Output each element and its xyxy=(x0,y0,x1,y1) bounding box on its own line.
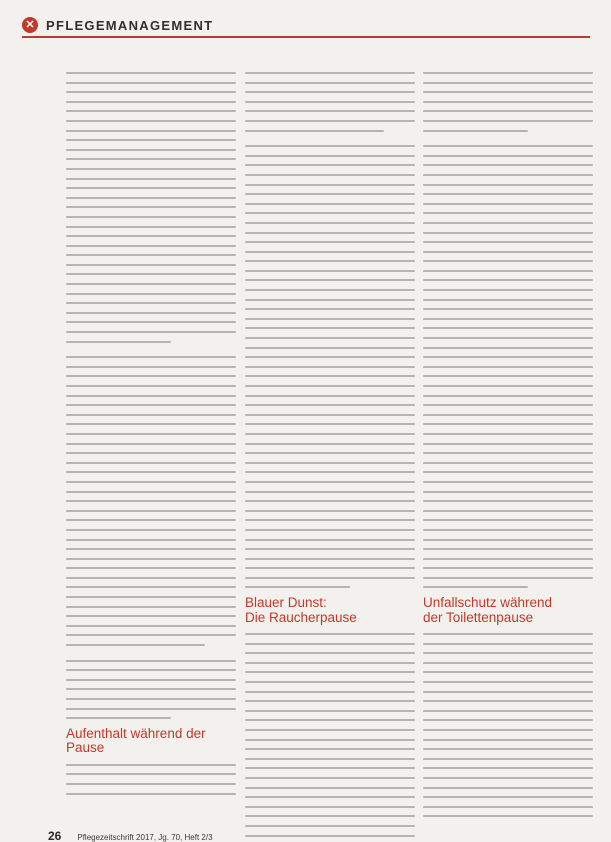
text-line xyxy=(66,187,236,189)
text-line xyxy=(423,404,593,406)
text-line xyxy=(66,717,171,719)
text-line xyxy=(423,251,593,253)
section-heading-line: Die Raucherpause xyxy=(245,609,357,625)
text-line xyxy=(66,423,236,425)
text-line xyxy=(423,643,593,645)
text-line xyxy=(245,443,415,445)
text-line xyxy=(66,168,236,170)
text-line xyxy=(245,452,415,454)
text-line xyxy=(245,120,415,122)
text-line xyxy=(66,178,236,180)
text-line xyxy=(423,748,593,750)
text-line xyxy=(245,82,415,84)
text-line xyxy=(245,91,415,93)
text-line xyxy=(423,443,593,445)
text-line xyxy=(66,72,236,74)
text-block xyxy=(245,72,415,588)
text-line xyxy=(423,471,593,473)
text-line xyxy=(245,500,415,502)
text-line xyxy=(423,671,593,673)
text-line xyxy=(66,669,236,671)
text-line xyxy=(245,184,415,186)
text-line xyxy=(66,529,236,531)
text-line xyxy=(66,567,236,569)
text-line xyxy=(66,356,236,358)
text-line xyxy=(423,356,593,358)
text-line xyxy=(423,337,593,339)
text-line xyxy=(66,577,236,579)
text-line xyxy=(245,385,415,387)
text-line xyxy=(66,539,236,541)
text-line xyxy=(66,764,236,766)
text-line xyxy=(66,773,236,775)
text-line xyxy=(245,232,415,234)
text-line xyxy=(423,719,593,721)
text-line xyxy=(423,481,593,483)
text-line xyxy=(245,700,415,702)
text-line xyxy=(423,222,593,224)
text-line xyxy=(423,691,593,693)
page-footer xyxy=(48,829,588,842)
text-line xyxy=(423,260,593,262)
text-line xyxy=(245,110,415,112)
text-line xyxy=(245,155,415,157)
text-line xyxy=(66,206,236,208)
text-line xyxy=(245,739,415,741)
text-line xyxy=(245,567,415,569)
text-line xyxy=(245,558,415,560)
text-line xyxy=(423,519,593,521)
text-line xyxy=(423,787,593,789)
text-line xyxy=(66,312,236,314)
page-number: 26 xyxy=(48,829,62,842)
text-line xyxy=(245,586,350,588)
text-line xyxy=(423,548,593,550)
text-line xyxy=(423,729,593,731)
text-line xyxy=(423,491,593,493)
text-line xyxy=(423,577,593,579)
text-line xyxy=(423,710,593,712)
text-line xyxy=(245,299,415,301)
text-line xyxy=(245,519,415,521)
text-line xyxy=(245,548,415,550)
text-line xyxy=(245,222,415,224)
text-column-1 xyxy=(66,72,236,802)
section-heading xyxy=(66,727,236,756)
text-line xyxy=(423,567,593,569)
text-line xyxy=(245,193,415,195)
section-header xyxy=(22,14,590,38)
text-line xyxy=(245,491,415,493)
text-line xyxy=(423,232,593,234)
text-line xyxy=(423,767,593,769)
text-line xyxy=(423,806,593,808)
text-line xyxy=(245,710,415,712)
text-line xyxy=(66,385,236,387)
text-line xyxy=(423,120,593,122)
text-line xyxy=(66,158,236,160)
text-line xyxy=(66,688,236,690)
text-line xyxy=(245,270,415,272)
text-line xyxy=(245,671,415,673)
text-line xyxy=(66,110,236,112)
text-line xyxy=(423,308,593,310)
text-line xyxy=(245,414,415,416)
text-line xyxy=(66,698,236,700)
text-line xyxy=(245,681,415,683)
text-line xyxy=(66,443,236,445)
text-line xyxy=(245,241,415,243)
text-line xyxy=(423,101,593,103)
text-line xyxy=(423,385,593,387)
text-line xyxy=(66,375,236,377)
text-line xyxy=(423,174,593,176)
text-line xyxy=(423,82,593,84)
text-line xyxy=(423,279,593,281)
text-line xyxy=(245,251,415,253)
text-line xyxy=(66,245,236,247)
text-line xyxy=(66,793,236,795)
text-line xyxy=(66,331,236,333)
text-line xyxy=(423,700,593,702)
text-line xyxy=(245,481,415,483)
text-line xyxy=(245,748,415,750)
text-line xyxy=(245,767,415,769)
text-line xyxy=(423,145,593,147)
text-line xyxy=(245,145,415,147)
text-line xyxy=(423,184,593,186)
section-logo-icon: ✕ xyxy=(22,17,38,33)
text-line xyxy=(245,643,415,645)
text-line xyxy=(66,139,236,141)
text-line xyxy=(245,758,415,760)
text-line xyxy=(66,226,236,228)
text-line xyxy=(245,777,415,779)
text-line xyxy=(66,293,236,295)
text-line xyxy=(66,283,236,285)
text-line xyxy=(66,548,236,550)
text-line xyxy=(423,203,593,205)
text-block xyxy=(66,72,236,719)
text-line xyxy=(245,796,415,798)
text-line xyxy=(66,404,236,406)
text-line xyxy=(423,433,593,435)
text-line xyxy=(66,414,236,416)
section-heading-line: Unfallschutz während xyxy=(423,595,553,611)
text-line xyxy=(423,212,593,214)
text-line xyxy=(245,174,415,176)
text-line xyxy=(66,341,171,343)
text-line xyxy=(66,273,236,275)
text-line xyxy=(66,235,236,237)
text-line xyxy=(245,327,415,329)
text-line xyxy=(66,660,236,662)
text-line xyxy=(245,130,384,132)
text-line xyxy=(423,633,593,635)
text-line xyxy=(66,216,236,218)
section-heading-line: Aufenthalt während der xyxy=(66,725,206,741)
text-line xyxy=(66,558,236,560)
text-line xyxy=(423,586,528,588)
text-line xyxy=(245,347,415,349)
text-line xyxy=(245,539,415,541)
text-line xyxy=(245,289,415,291)
text-line xyxy=(66,634,236,636)
section-heading xyxy=(423,596,593,625)
text-line xyxy=(423,327,593,329)
text-line xyxy=(423,347,593,349)
text-line xyxy=(245,633,415,635)
text-line xyxy=(245,433,415,435)
text-line xyxy=(423,155,593,157)
text-line xyxy=(423,452,593,454)
text-line xyxy=(66,452,236,454)
text-line xyxy=(66,783,236,785)
text-line xyxy=(245,318,415,320)
text-line xyxy=(245,212,415,214)
text-line xyxy=(66,519,236,521)
text-line xyxy=(66,120,236,122)
text-line xyxy=(245,203,415,205)
text-line xyxy=(245,366,415,368)
text-line xyxy=(245,652,415,654)
text-line xyxy=(66,606,236,608)
text-line xyxy=(245,787,415,789)
text-line xyxy=(66,586,236,588)
text-line xyxy=(245,462,415,464)
text-line xyxy=(66,197,236,199)
text-line xyxy=(245,729,415,731)
text-line xyxy=(66,82,236,84)
text-line xyxy=(245,356,415,358)
text-line xyxy=(245,529,415,531)
text-line xyxy=(66,644,205,646)
text-line xyxy=(66,708,236,710)
text-line xyxy=(66,679,236,681)
text-column-3 xyxy=(423,72,593,825)
text-line xyxy=(423,510,593,512)
section-heading-line: der Toilettenpause xyxy=(423,609,534,625)
text-line xyxy=(423,500,593,502)
text-line xyxy=(66,254,236,256)
text-block xyxy=(423,72,593,588)
text-line xyxy=(245,471,415,473)
text-line xyxy=(245,308,415,310)
text-line xyxy=(423,815,593,817)
text-line xyxy=(245,337,415,339)
text-line xyxy=(245,510,415,512)
text-line xyxy=(423,558,593,560)
text-line xyxy=(245,375,415,377)
text-line xyxy=(423,110,593,112)
text-line xyxy=(423,375,593,377)
text-line xyxy=(66,264,236,266)
text-line xyxy=(423,366,593,368)
text-line xyxy=(245,404,415,406)
text-line xyxy=(245,279,415,281)
text-line xyxy=(423,130,528,132)
text-line xyxy=(66,366,236,368)
section-heading-line: Blauer Dunst: xyxy=(245,595,327,611)
text-line xyxy=(66,462,236,464)
text-line xyxy=(423,318,593,320)
text-line xyxy=(423,91,593,93)
text-line xyxy=(245,806,415,808)
text-line xyxy=(66,91,236,93)
text-line xyxy=(423,289,593,291)
text-block xyxy=(66,764,236,795)
text-line xyxy=(423,539,593,541)
text-line xyxy=(66,101,236,103)
text-line xyxy=(423,777,593,779)
text-line xyxy=(245,662,415,664)
text-block xyxy=(245,633,415,842)
text-line xyxy=(423,462,593,464)
text-line xyxy=(423,414,593,416)
text-line xyxy=(66,395,236,397)
text-line xyxy=(66,491,236,493)
text-line xyxy=(245,719,415,721)
text-line xyxy=(66,625,236,627)
text-line xyxy=(245,72,415,74)
section-heading xyxy=(245,596,415,625)
text-line xyxy=(66,596,236,598)
text-line xyxy=(66,149,236,151)
text-line xyxy=(66,500,236,502)
text-line xyxy=(423,739,593,741)
text-line xyxy=(66,321,236,323)
text-line xyxy=(66,481,236,483)
text-line xyxy=(423,529,593,531)
text-line xyxy=(423,270,593,272)
text-line xyxy=(423,662,593,664)
text-line xyxy=(423,193,593,195)
text-line xyxy=(245,825,415,827)
text-line xyxy=(66,471,236,473)
text-line xyxy=(423,423,593,425)
text-column-2 xyxy=(245,72,415,842)
text-line xyxy=(423,72,593,74)
text-line xyxy=(245,423,415,425)
text-line xyxy=(66,433,236,435)
text-line xyxy=(423,796,593,798)
text-line xyxy=(423,681,593,683)
section-heading-line: Pause xyxy=(66,740,105,756)
text-line xyxy=(245,395,415,397)
text-line xyxy=(245,691,415,693)
text-line xyxy=(423,758,593,760)
text-line xyxy=(423,299,593,301)
text-line xyxy=(66,302,236,304)
section-title: PFLEGEMANAGEMENT xyxy=(46,17,214,33)
text-line xyxy=(245,260,415,262)
text-line xyxy=(423,241,593,243)
text-line xyxy=(66,510,236,512)
text-line xyxy=(423,652,593,654)
text-line xyxy=(245,815,415,817)
text-line xyxy=(66,130,236,132)
text-line xyxy=(423,164,593,166)
text-line xyxy=(66,615,236,617)
text-block xyxy=(423,633,593,817)
text-line xyxy=(245,164,415,166)
text-line xyxy=(245,577,415,579)
journal-citation: Pflegezeitschrift 2017, Jg. 70, Heft 2/3 xyxy=(77,833,213,842)
text-line xyxy=(245,101,415,103)
text-line xyxy=(423,395,593,397)
